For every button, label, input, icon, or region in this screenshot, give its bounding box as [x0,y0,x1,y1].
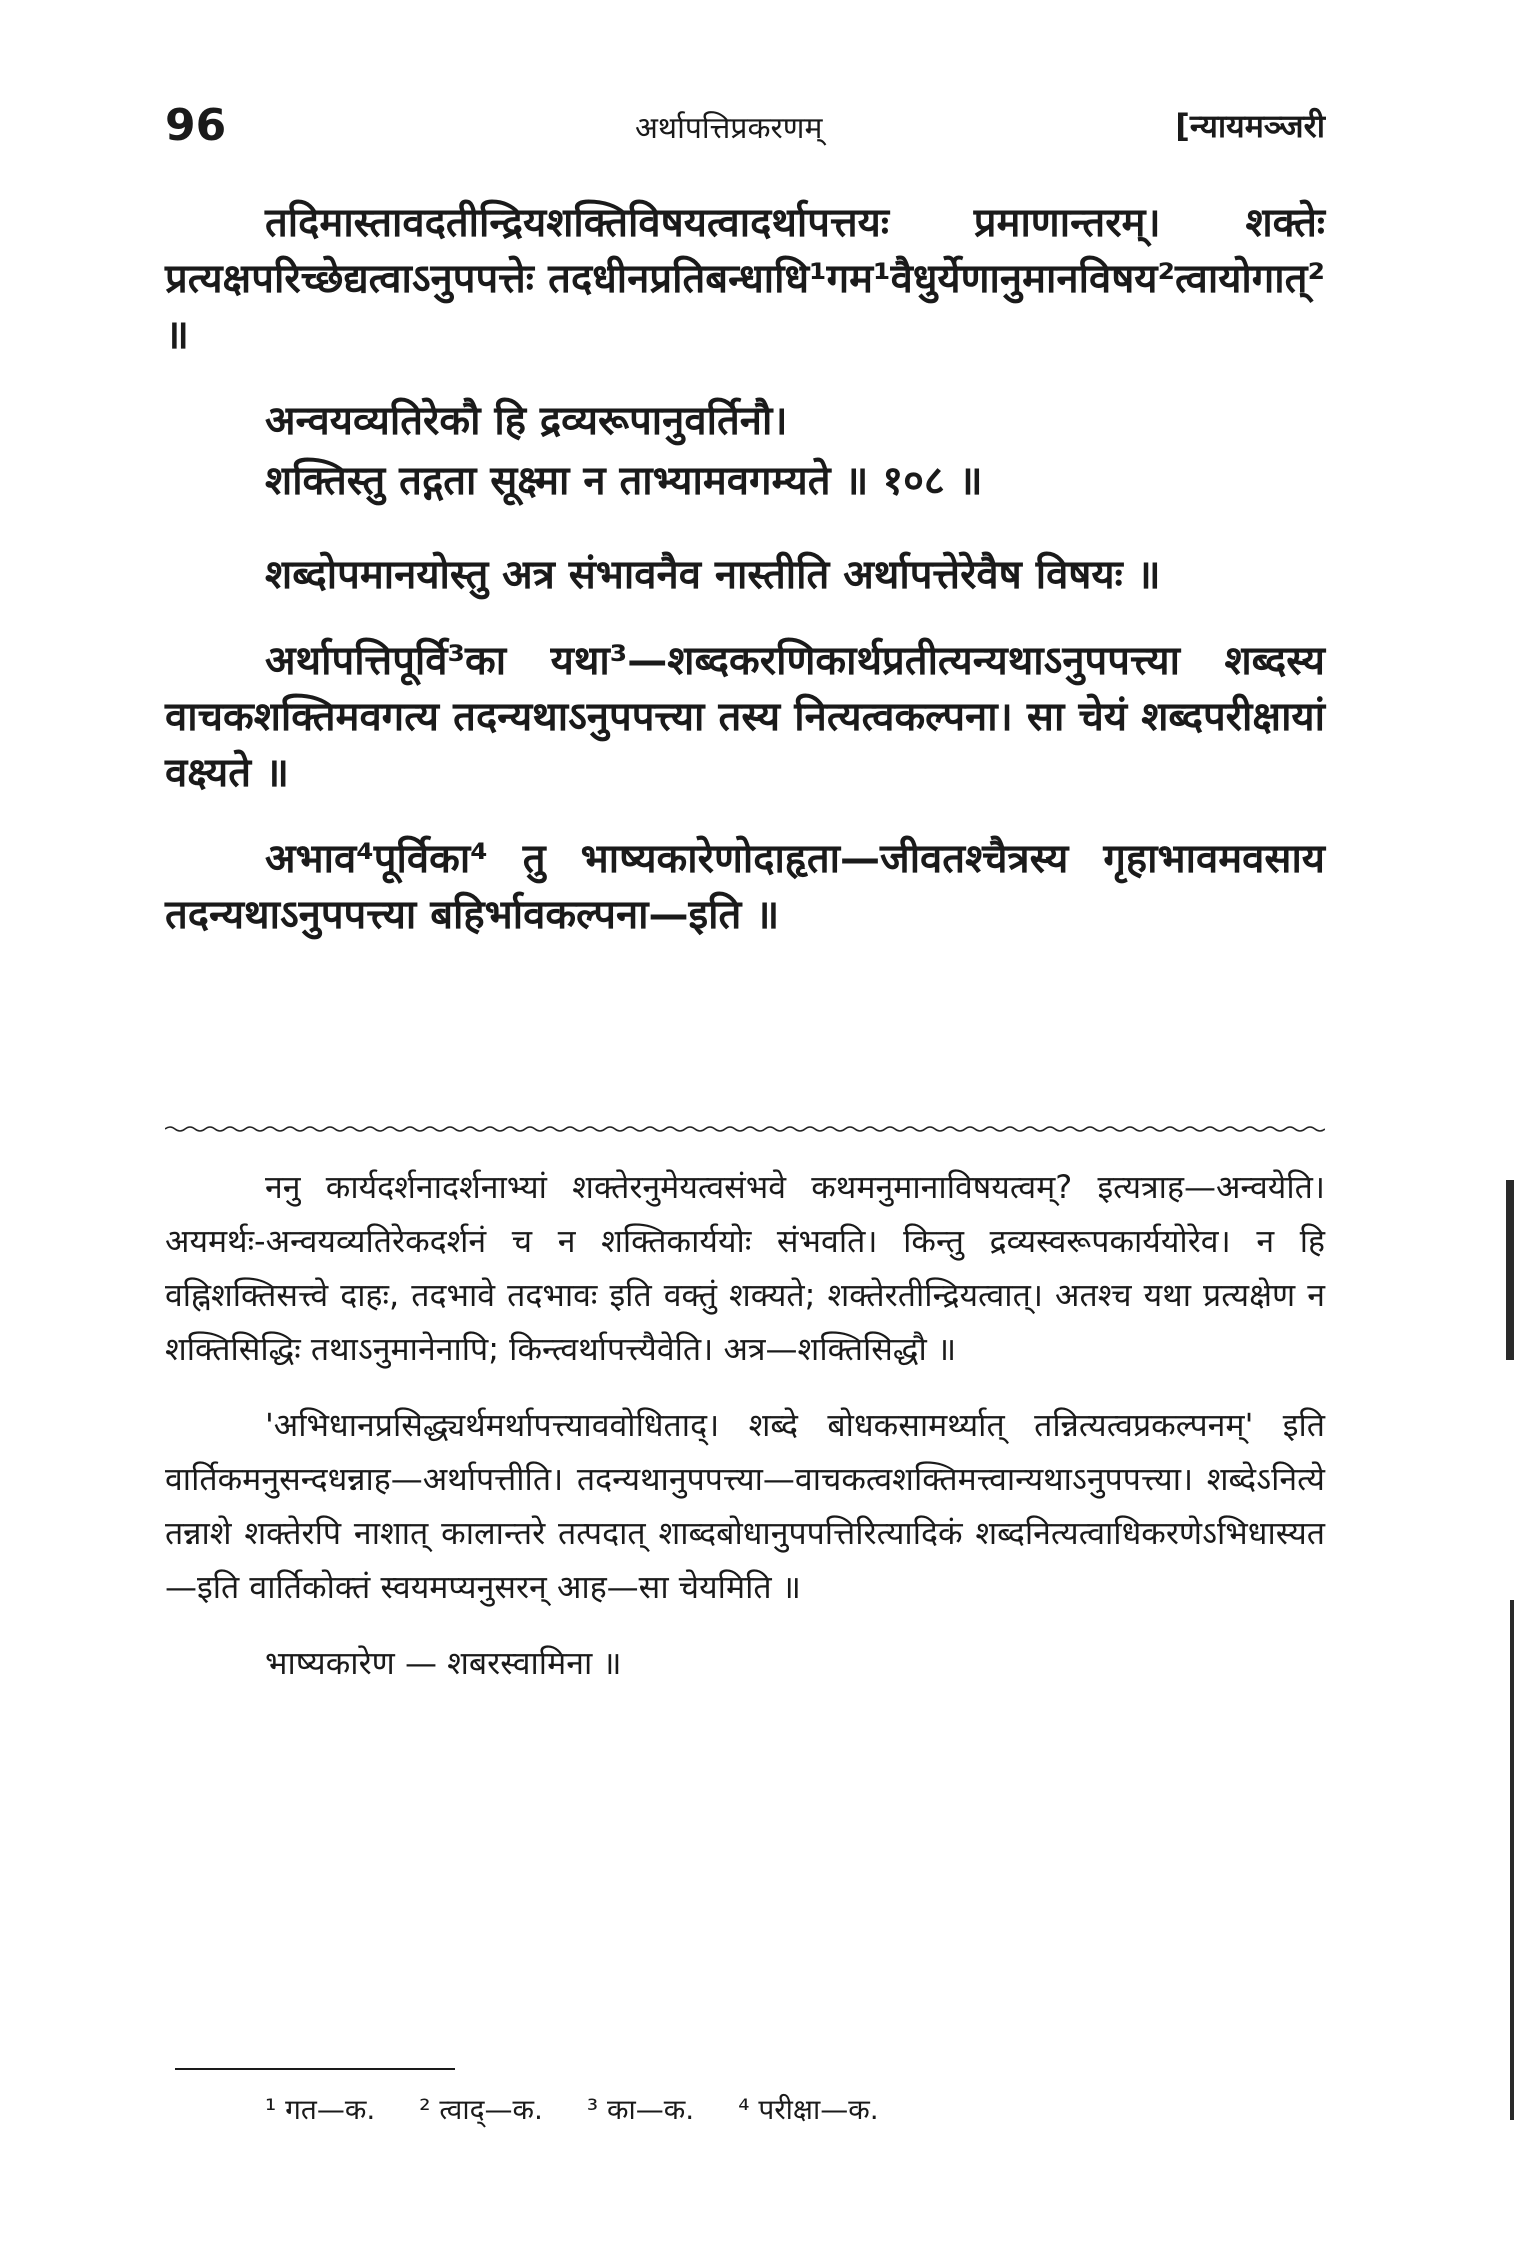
footnote-2: ² त्वाद्—क. [419,2093,543,2126]
footnotes [265,2090,879,2128]
verse-line-1: अन्वयव्यतिरेकौ हि द्रव्यरूपानुवर्तिनौ। [265,398,788,444]
running-title: अर्थापत्तिप्रकरणम् [635,111,823,146]
page-number: 96 [165,100,227,151]
verse-line-2: शक्तिस्तु तद्गता सूक्ष्मा न ताभ्यामवगम्यते ॥ १०८ ॥ [265,458,983,504]
main-paragraph-1: तदिमास्तावदतीन्द्रियशक्तिविषयत्वादर्थापत्तयः प्रमाणान्तरम्। शक्तेः प्रत्यक्षपरिच्छेद्यत्वाऽनुपपत्तेः तदधीनप्रतिबन्धाधि¹गम¹वैधुर्येणानुमानविषय²त्वायोगात्² ॥ [165,200,1325,358]
book-title: [न्यायमञ्जरी [1175,107,1325,145]
footnote-4: ⁴ परीक्षा—क. [738,2093,879,2126]
commentary-paragraph-1: ननु कार्यदर्शनादर्शनाभ्यां शक्तेरनुमेयत्वसंभवे कथमनुमानाविषयत्वम्? इत्यत्राह—अन्वयेति। अयमर्थः-अन्वयव्यतिरेकदर्शनं च न शक्तिकार्ययोः संभवति। किन्तु द्रव्यस्वरूपकार्ययोरेव। न हि वह्निशक्तिसत्त्वे दाहः, तदभावे तदभावः इति वक्तुं शक्यते; शक्तेरतीन्द्रियत्वात्। अतश्च यथा प्रत्यक्षेण न शक्तिसिद्धिः तथाऽनुमानेनापि; किन्त्वर्थापत्त्यैवेति। अत्र—शक्तिसिद्धौ ॥ [165,1168,1325,1368]
footnote-rule [175,2068,455,2070]
commentary-paragraph-2: 'अभिधानप्रसिद्ध्यर्थमर्थापत्त्याववोधिताद्। शब्दे बोधकसामर्थ्यात् तन्नित्यत्वप्रकल्पनम्' इति वार्तिकमनुसन्दधन्नाह—अर्थापत्तीति। तदन्यथानुपपत्त्या—वाचकत्वशक्तिमत्त्वान्यथाऽनुपपत्त्या। शब्देऽनित्ये तन्नाशे शक्तेरपि नाशात् कालान्तरे तत्पदात् शाब्दबोधानुपपत्तिरित्यादिकं शब्दनित्यत्वाधिकरणेऽभिधास्यत—इति वार्तिकोक्तं स्वयमप्यनुसरन् आह—सा चेयमिति ॥ [165,1406,1325,1606]
commentary [165,1160,1325,1712]
page-header [165,100,1325,160]
section-divider [165,1125,1325,1133]
main-text [165,195,1325,973]
footnote-1: ¹ गत—क. [265,2093,376,2126]
main-paragraph-2: शब्दोपमानयोस्तु अत्र संभावनैव नास्तीति अर्थापत्तेरेवैष विषयः ॥ [265,552,1161,598]
commentary-paragraph-3: भाष्यकारेण — शबरस्वामिना ॥ [265,1644,622,1682]
scan-edge-mark [1506,1180,1514,1360]
footnote-3: ³ का—क. [586,2093,695,2126]
scan-edge-mark [1510,1600,1514,2120]
verse-108 [165,393,1325,509]
main-paragraph-4: अभाव⁴पूर्विका⁴ तु भाष्यकारेणोदाहृता—जीवतश्चैत्रस्य गृहाभावमवसाय तदन्यथाऽनुपपत्त्या बहिर्भावकल्पना—इति ॥ [165,836,1325,938]
main-paragraph-3: अर्थापत्तिपूर्वि³का यथा³—शब्दकरणिकार्थप्रतीत्यन्यथाऽनुपपत्त्या शब्दस्य वाचकशक्तिमवगत्य तदन्यथाऽनुपपत्त्या तस्य नित्यत्वकल्पना। सा चेयं शब्दपरीक्षायां वक्ष्यते ॥ [165,638,1325,796]
